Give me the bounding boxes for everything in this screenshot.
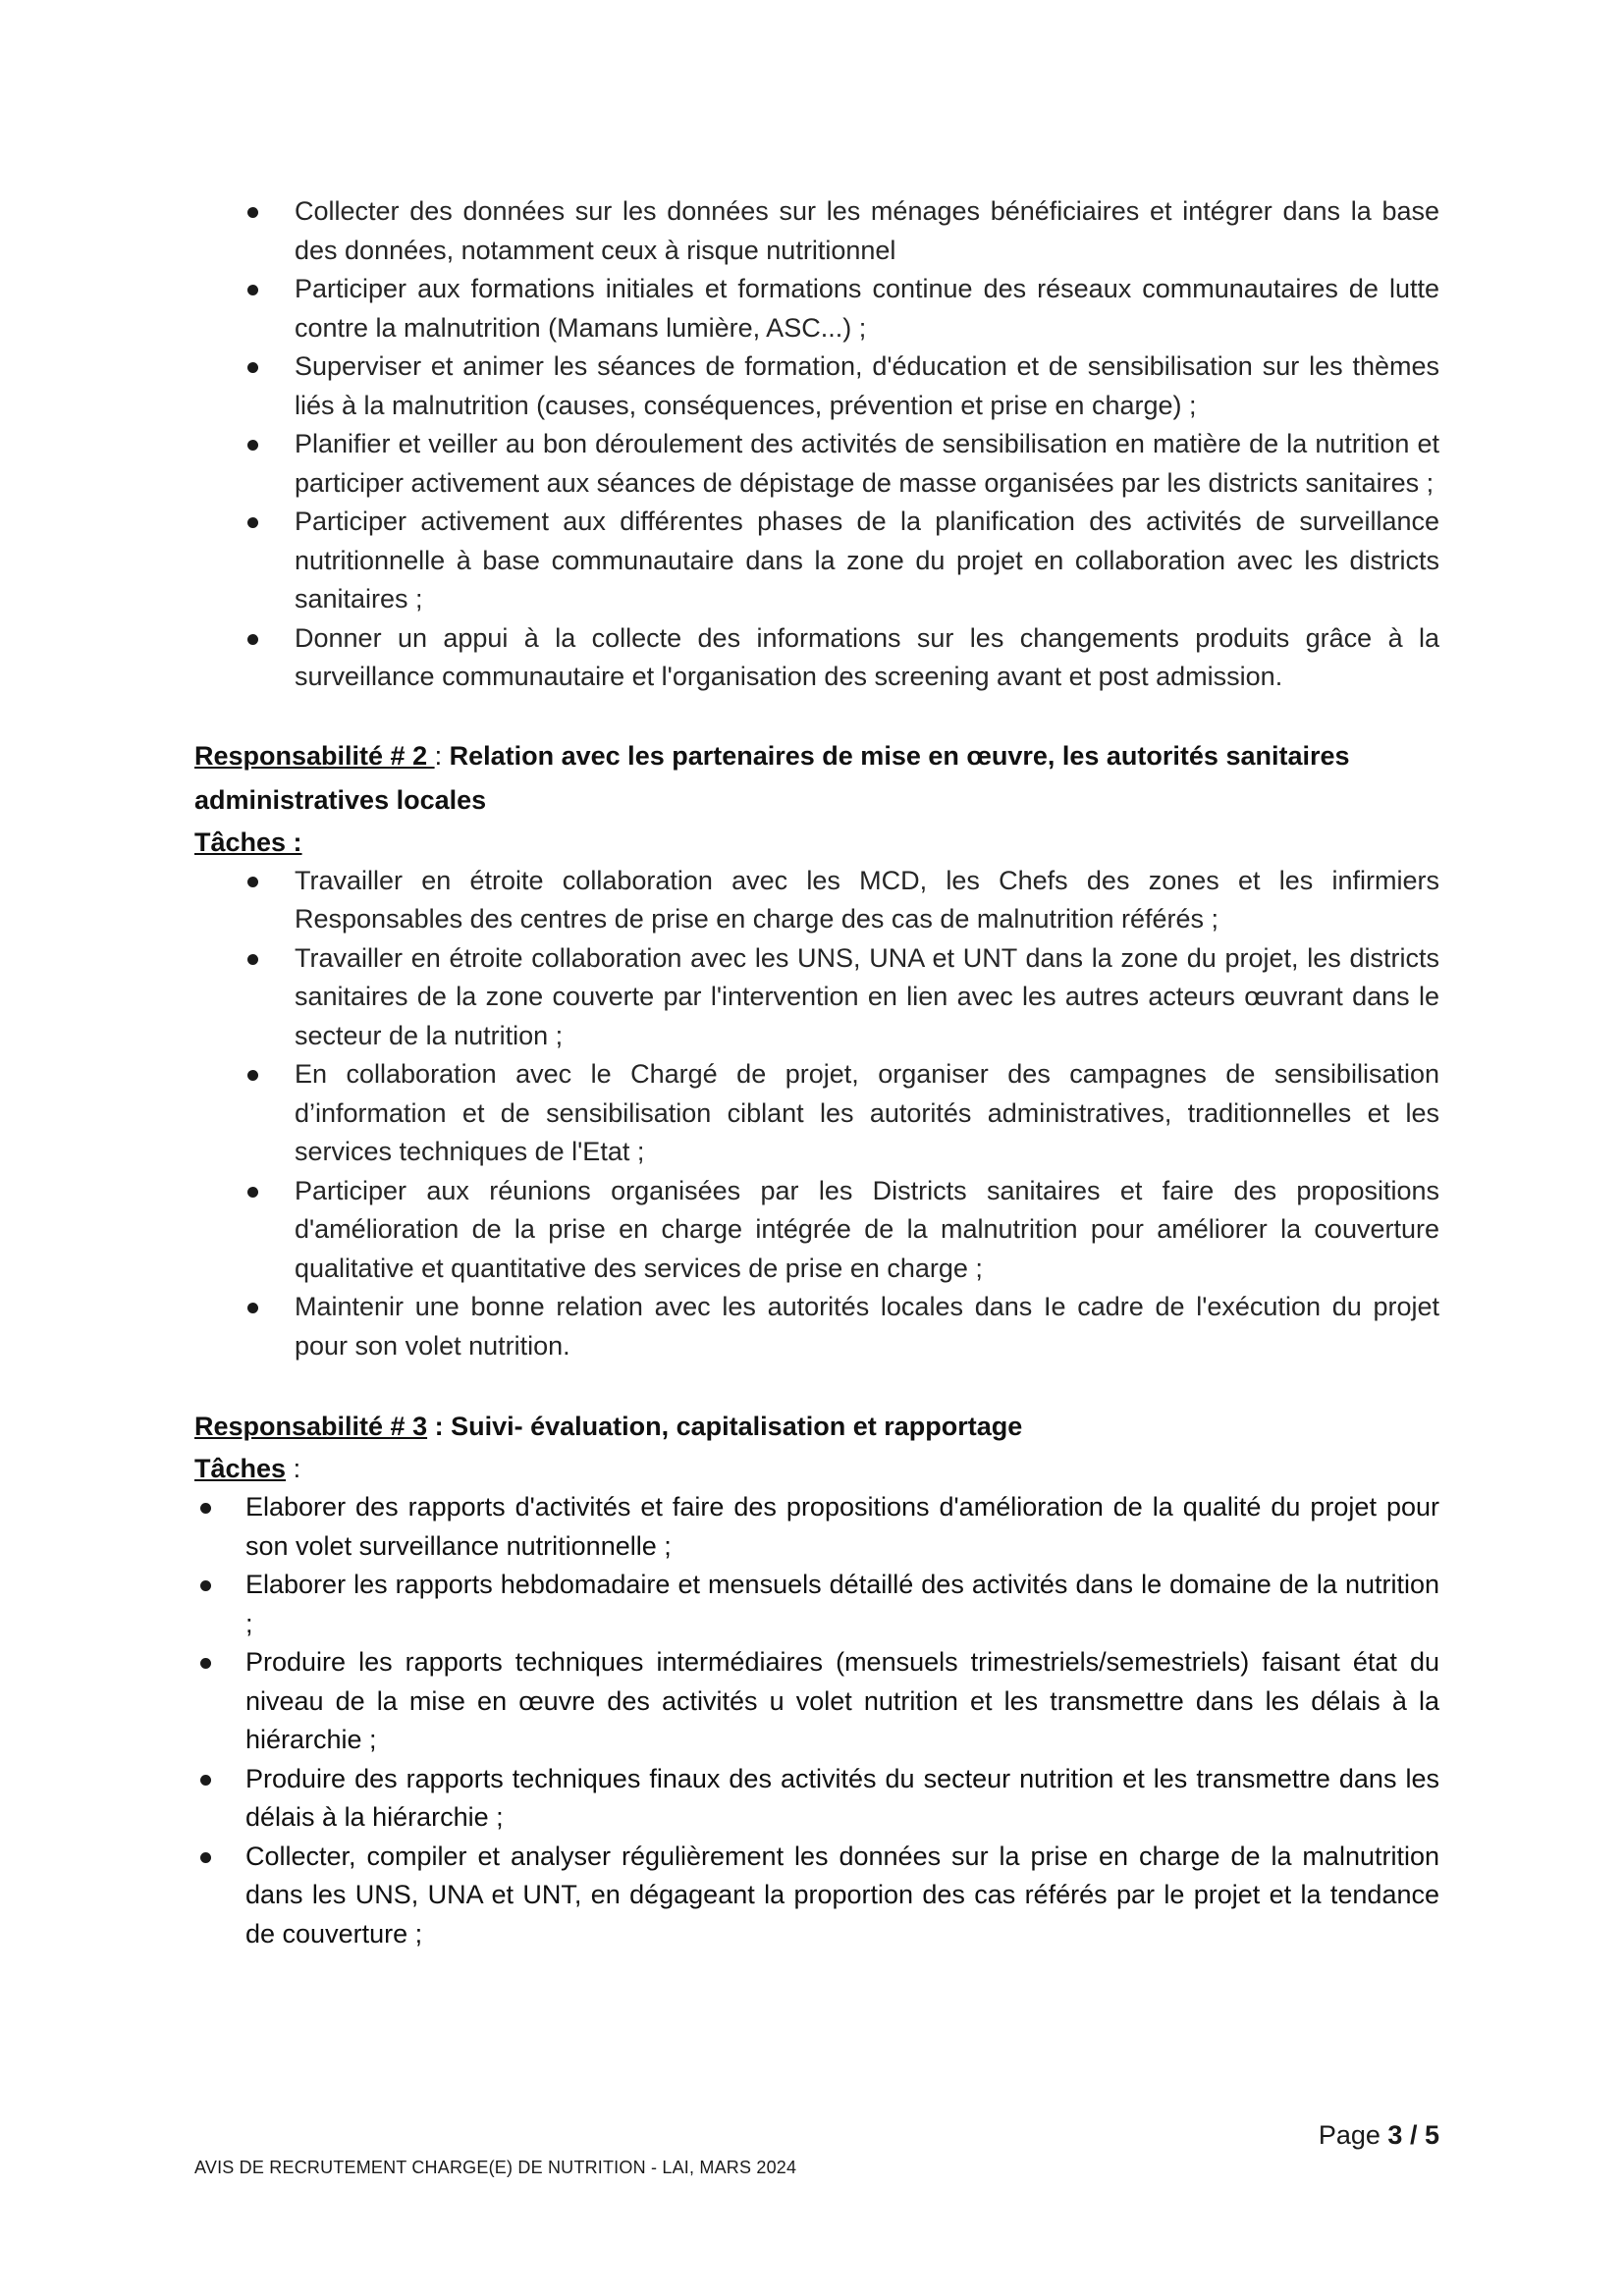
page-number-separator: / xyxy=(1402,2120,1425,2150)
responsibility-2-heading xyxy=(194,734,1439,823)
list-item: Elaborer les rapports hebdomadaire et mensuels détaillé des activités dans le domaine de la nutrition ; xyxy=(194,1566,1439,1643)
list-item: Participer activement aux différentes phases de la planification des activités de surveillance nutritionnelle à base communautaire dans la zone du projet en collaboration avec les districts sanitaires ; xyxy=(194,503,1439,619)
list-item: Participer aux formations initiales et formations continue des réseaux communautaires de lutte contre la malnutrition (Mamans lumière, ASC...) ; xyxy=(194,270,1439,347)
spacer xyxy=(194,1365,1439,1405)
responsibility-2-taches-label xyxy=(194,823,1439,862)
list-item: Planifier et veiller au bon déroulement des activités de sensibilisation en matière de la nutrition et participer activement aux séances de dépistage de masse organisées par les districts sanitaires ; xyxy=(194,425,1439,503)
taches-colon: : xyxy=(286,1454,301,1483)
responsibility-3-title: : Suivi- évaluation, capitalisation et rapportage xyxy=(427,1412,1023,1441)
responsibility-3-heading xyxy=(194,1405,1439,1449)
list-item: Maintenir une bonne relation avec les autorités locales dans Ie cadre de l'exécution du projet pour son volet nutrition. xyxy=(194,1288,1439,1365)
list-item: Superviser et animer les séances de formation, d'éducation et de sensibilisation sur les thèmes liés à la malnutrition (causes, conséquences, prévention et prise en charge) ; xyxy=(194,347,1439,425)
page-number xyxy=(1319,2120,1439,2151)
spacer xyxy=(194,697,1439,734)
taches-label: Tâches : xyxy=(194,827,302,857)
list-item: Produire des rapports techniques finaux des activités du secteur nutrition et les transmettre dans les délais à la hiérarchie ; xyxy=(194,1760,1439,1838)
taches-label: Tâches xyxy=(194,1454,287,1483)
responsibility-3-taches-label xyxy=(194,1449,1439,1488)
responsibility-2-label: Responsabilité # 2 xyxy=(194,740,435,771)
list-item: Donner un appui à la collecte des informations sur les changements produits grâce à la surveillance communautaire et l'organisation des screening avant et post admission. xyxy=(194,619,1439,697)
list-item: Elaborer des rapports d'activités et faire des propositions d'amélioration de la qualité du projet pour son volet surveillance nutritionnelle ; xyxy=(194,1488,1439,1566)
page-number-total: 5 xyxy=(1424,2120,1439,2150)
list-item: Participer aux réunions organisées par les Districts sanitaires et faire des propositions d'amélioration de la prise en charge intégrée de la malnutrition pour améliorer la couverture qualitative et quantitative des services de prise en charge ; xyxy=(194,1172,1439,1289)
list-item: Travailler en étroite collaboration avec les UNS, UNA et UNT dans la zone du projet, les districts sanitaires de la zone couverte par l'intervention en lien avec les autres acteurs œuvrant dans le secteur de la nutrition ; xyxy=(194,939,1439,1056)
list-item: Collecter, compiler et analyser régulièrement les données sur la prise en charge de la malnutrition dans les UNS, UNA et UNT, en dégageant la proportion des cas référés par le projet et la tendance de couverture ; xyxy=(194,1838,1439,1954)
section-1-task-list xyxy=(194,192,1439,697)
section-2-task-list xyxy=(194,862,1439,1366)
page-footer: AVIS DE RECRUTEMENT CHARGE(E) DE NUTRITION - LAI, MARS 2024 xyxy=(194,2158,797,2177)
list-item: Collecter des données sur les données sur les ménages bénéficiaires et intégrer dans la base des données, notamment ceux à risque nutritionnel xyxy=(194,192,1439,270)
responsibility-2-separator: : xyxy=(434,740,450,771)
list-item: En collaboration avec le Chargé de projet, organiser des campagnes de sensibilisation d’information et de sensibilisation ciblant les autorités administratives, traditionnelles et les services techniques de l'Etat ; xyxy=(194,1055,1439,1172)
responsibility-3-label: Responsabilité # 3 xyxy=(194,1412,428,1441)
list-item: Produire les rapports techniques intermédiaires (mensuels trimestriels/semestriels) faisant état du niveau de la mise en œuvre des activités u volet nutrition et les transmettre dans les délais à la hiérarchie ; xyxy=(194,1643,1439,1760)
list-item: Travailler en étroite collaboration avec les MCD, les Chefs des zones et les infirmiers Responsables des centres de prise en charge des cas de malnutrition référés ; xyxy=(194,862,1439,939)
section-3-task-list xyxy=(194,1488,1439,1953)
page-number-prefix: Page xyxy=(1318,2120,1388,2150)
responsibility-2-title: Relation avec les partenaires de mise en œuvre, les autorités sanitaires administratives locales xyxy=(194,740,1350,815)
page-content xyxy=(194,192,1439,1953)
page-number-current: 3 xyxy=(1387,2120,1403,2150)
